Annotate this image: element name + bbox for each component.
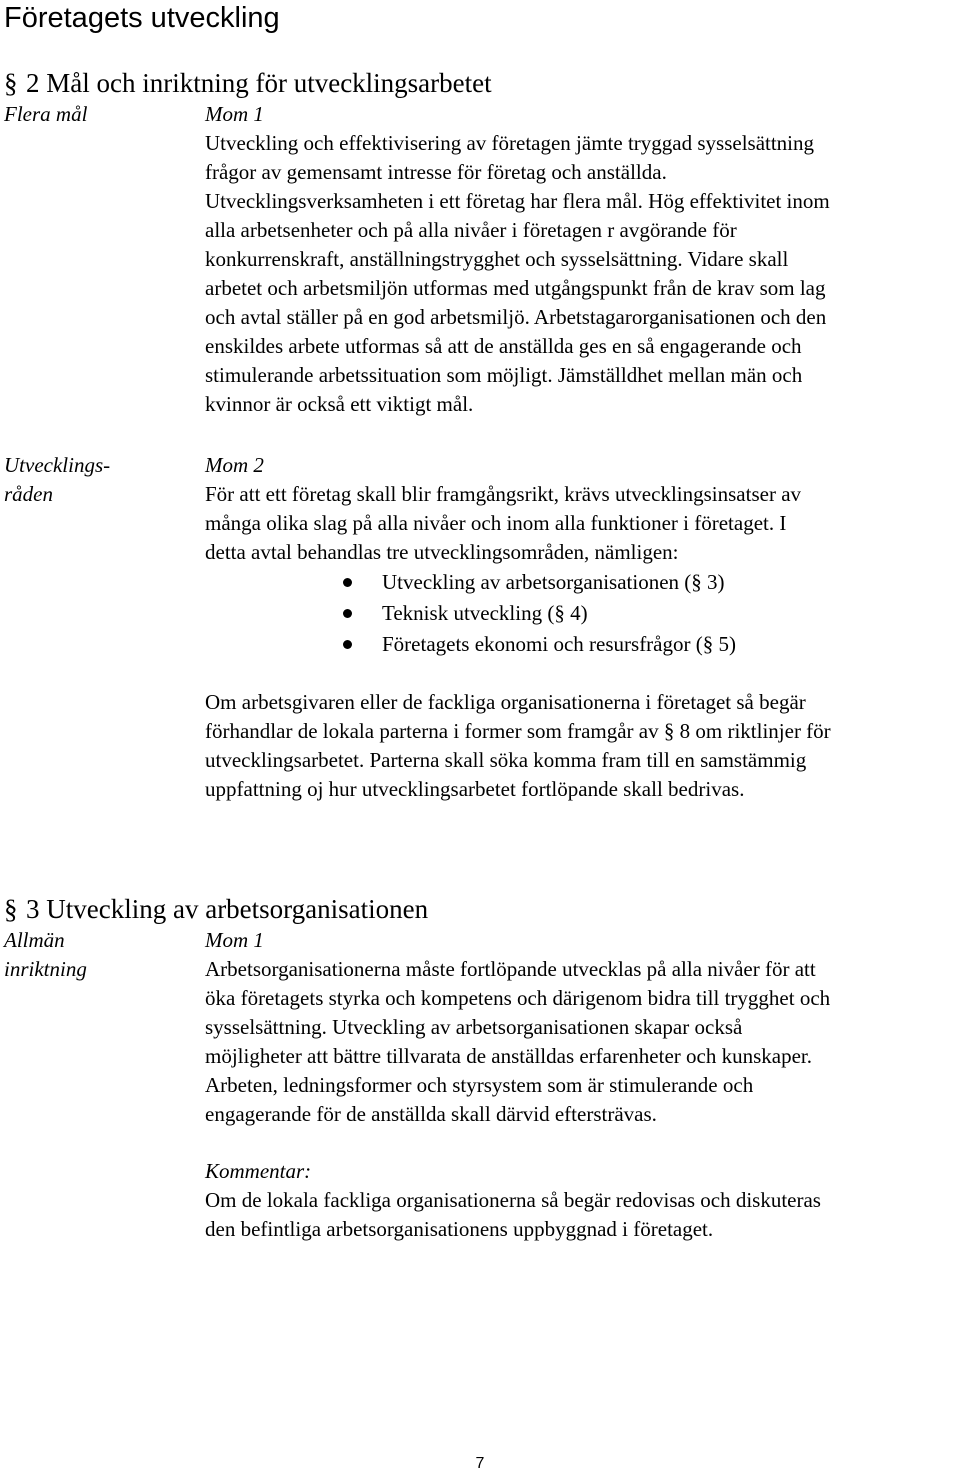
side-label-utvecklingsraden — [4, 451, 110, 509]
text-line: frågor av gemensamt intresse för företag och anställda. — [205, 160, 667, 184]
section-3-heading — [4, 893, 428, 925]
paragraph-utvecklingsraden — [205, 480, 957, 567]
bullet-icon — [343, 578, 352, 587]
mom-1-label: Mom 1 — [205, 928, 264, 952]
text-line: Utvecklingsverksamheten i ett företag har flera mål. Hög effektivitet inom — [205, 189, 830, 213]
side-label-line: Utvecklings- — [4, 453, 111, 477]
side-label-line: inriktning — [4, 957, 87, 981]
list-item — [205, 598, 736, 629]
bullet-icon — [343, 640, 352, 649]
side-label-line: råden — [4, 482, 53, 506]
text-line: möjligheter att bättre tillvarata de anställdas erfarenheter och kunskaper. — [205, 1044, 812, 1068]
text-line: och avtal ställer på en god arbetsmiljö. Arbetstagarorganisationen och den — [205, 305, 827, 329]
text-line: arbetet och arbetsmiljön utformas med utgångspunkt från de krav som lag — [205, 276, 826, 300]
text-line: sysselsättning. Utveckling av arbetsorganisationen skapar också — [205, 1015, 743, 1039]
text-line: detta avtal behandlas tre utvecklingsområden, nämligen: — [205, 540, 679, 564]
text-line: Arbeten, ledningsformer och styrsystem som är stimulerande och — [205, 1073, 754, 1097]
mom-1-label: Mom 1 — [205, 102, 264, 126]
page-number: 7 — [475, 1455, 485, 1472]
list-item — [205, 567, 736, 598]
paragraph-comment — [205, 1186, 957, 1244]
development-areas-list — [205, 567, 736, 660]
text-line: engagerande för de anställda skall därvid eftersträvas. — [205, 1102, 657, 1126]
page-title: Företagets utveckling — [4, 2, 280, 34]
text-line: öka företagets styrka och kompetens och därigenom bidra till trygghet och — [205, 986, 831, 1010]
text-line: förhandlar de lokala parterna i former som framgår av § 8 om riktlinjer för — [205, 719, 831, 743]
text-line: konkurrenskraft, anställningstrygghet och sysselsättning. Vidare skall — [205, 247, 789, 271]
paragraph-allman-inriktning — [205, 955, 957, 1129]
comment-label: Kommentar: — [205, 1159, 312, 1183]
section-symbol: § — [4, 894, 18, 924]
section-3-heading-text: 3 Utveckling av arbetsorganisationen — [26, 894, 429, 924]
bullet-icon — [343, 609, 352, 618]
side-label-flera-mal: Flera mål — [4, 102, 88, 126]
section-2-heading — [4, 67, 492, 99]
text-line: utvecklingsarbetet. Parterna skall söka komma fram till en samstämmig — [205, 748, 807, 772]
text-line: Om de lokala fackliga organisationerna så begär redovisas och diskuteras — [205, 1188, 821, 1212]
list-item-text: Teknisk utveckling (§ 4) — [382, 601, 588, 625]
list-item-text: Företagets ekonomi och resursfrågor (§ 5) — [382, 632, 736, 656]
list-item-text: Utveckling av arbetsorganisationen (§ 3) — [382, 570, 725, 594]
side-label-allman-inriktning — [4, 926, 87, 984]
text-line: Arbetsorganisationerna måste fortlöpande utvecklas på alla nivåer för att — [205, 957, 816, 981]
text-line: många olika slag på alla nivåer och inom alla funktioner i företaget. I — [205, 511, 787, 535]
text-line: uppfattning oj hur utvecklingsarbetet fortlöpande skall bedrivas. — [205, 777, 745, 801]
list-item — [205, 629, 736, 660]
section-symbol: § — [4, 68, 18, 98]
paragraph-flera-mal — [205, 129, 957, 419]
section-2-heading-text: 2 Mål och inriktning för utvecklingsarbetet — [26, 68, 492, 98]
side-label-line: Allmän — [4, 928, 65, 952]
text-line: Om arbetsgivaren eller de fackliga organisationerna i företaget så begär — [205, 690, 806, 714]
text-line: den befintliga arbetsorganisationens uppbyggnad i företaget. — [205, 1217, 714, 1241]
text-line: alla arbetsenheter och på alla nivåer i företagen r avgörande för — [205, 218, 737, 242]
text-line: För att ett företag skall blir framgångsrikt, krävs utvecklingsinsatser av — [205, 482, 802, 506]
paragraph-negotiation — [205, 688, 957, 804]
text-line: enskildes arbete utformas så att de anställda ges en så engagerande och — [205, 334, 802, 358]
text-line: kvinnor är också ett viktigt mål. — [205, 392, 474, 416]
mom-2-label: Mom 2 — [205, 453, 264, 477]
text-line: stimulerande arbetssituation som möjligt. Jämställdhet mellan män och — [205, 363, 803, 387]
text-line: Utveckling och effektivisering av företagen jämte tryggad sysselsättning — [205, 131, 815, 155]
